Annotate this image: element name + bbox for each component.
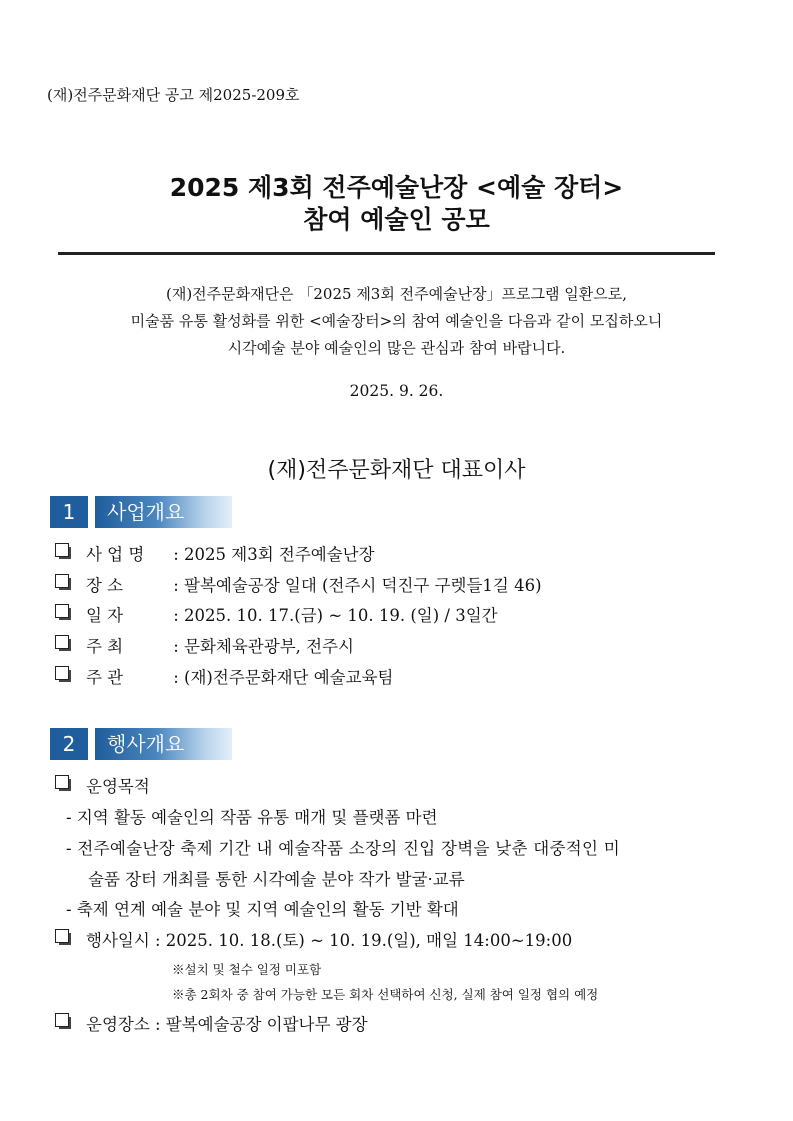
checkbox-icon xyxy=(55,635,75,655)
checkbox-icon xyxy=(55,929,75,949)
organization-signature: (재)전주문화재단 대표이사 xyxy=(267,458,526,483)
purpose-item: - 축제 연계 예술 분야 및 지역 예술인의 활동 기반 확대 xyxy=(66,900,459,919)
checkbox-icon xyxy=(55,775,75,795)
section-number: 1 xyxy=(50,496,88,528)
intro-line-1: (재)전주문화재단은 「2025 제3회 전주예술난장」프로그램 일환으로, xyxy=(165,285,628,303)
purpose-item: - 지역 활동 예술인의 작품 유통 매개 및 플랫폼 마련 xyxy=(66,808,438,827)
purpose-item-continued: 술품 장터 개최를 통한 시각예술 분야 작가 발굴·교류 xyxy=(88,870,465,889)
checkbox-icon xyxy=(55,604,75,624)
purpose-label: 운영목적 xyxy=(86,777,150,796)
section-title: 행사개요 xyxy=(95,728,232,760)
event-venue: 운영장소 : 팔복예술공장 이팝나무 광장 xyxy=(86,1015,368,1034)
intro-line-3: 시각예술 분야 예술인의 많은 관심과 참여 바랍니다. xyxy=(227,339,566,357)
notice-number: (재)전주문화재단 공고 제2025-209호 xyxy=(47,86,300,104)
announcement-date: 2025. 9. 26. xyxy=(349,382,444,400)
checkbox-icon xyxy=(55,666,75,686)
section-header-1 xyxy=(50,496,232,528)
checkbox-icon xyxy=(55,574,75,594)
page-subtitle: 참여 예술인 공모 xyxy=(303,205,490,234)
page-title: 2025 제3회 전주예술난장 <예술 장터> xyxy=(169,173,624,202)
purpose-item: - 전주예술난장 축제 기간 내 예술작품 소장의 진입 장벽을 낮춘 대중적인 미 xyxy=(66,839,621,858)
intro-line-2: 미술품 유통 활성화를 위한 <예술장터>의 참여 예술인을 다음과 같이 모집하오니 xyxy=(130,312,663,330)
schedule-note: ※설치 및 철수 일정 미포함 xyxy=(172,962,322,977)
checkbox-icon xyxy=(55,543,75,563)
event-schedule: 행사일시 : 2025. 10. 18.(토) ~ 10. 19.(일), 매일 14:00~19:00 xyxy=(86,931,573,950)
section-number: 2 xyxy=(50,728,88,760)
overview-item: 주 관 : (재)전주문화재단 예술교육팀 xyxy=(86,668,394,687)
section-title: 사업개요 xyxy=(95,496,232,528)
overview-item: 주 최 : 문화체육관광부, 전주시 xyxy=(86,637,354,656)
overview-item: 일 자 : 2025. 10. 17.(금) ~ 10. 19. (일) / 3일간 xyxy=(86,606,498,625)
overview-item: 장 소 : 팔복예술공장 일대 (전주시 덕진구 구렛들1길 46) xyxy=(86,576,542,595)
section-header-2 xyxy=(50,728,232,760)
overview-item: 사 업 명 : 2025 제3회 전주예술난장 xyxy=(86,545,375,564)
schedule-note: ※총 2회차 중 참여 가능한 모든 회차 선택하여 신청, 실제 참여 일정 협의 예정 xyxy=(172,987,599,1002)
title-divider xyxy=(58,252,715,255)
checkbox-icon xyxy=(55,1013,75,1033)
